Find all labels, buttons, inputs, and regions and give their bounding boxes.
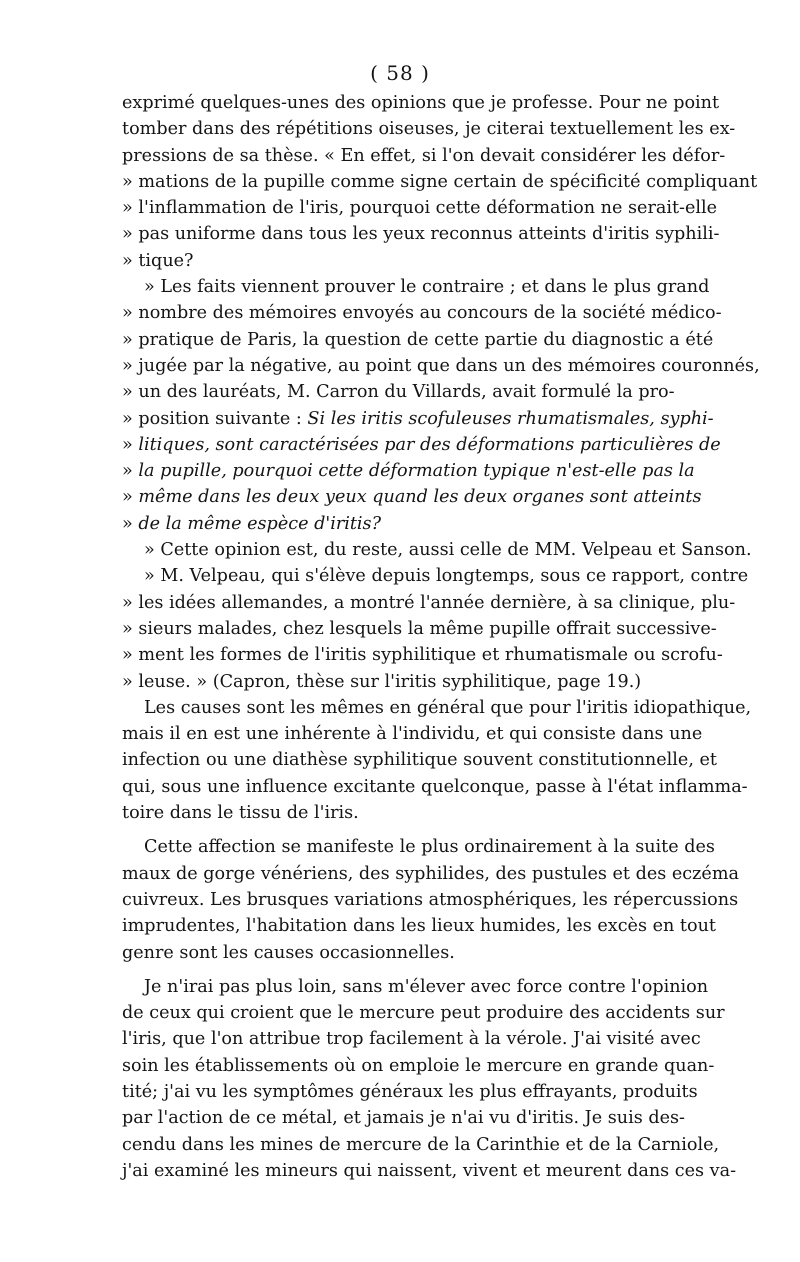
text-line: » jugée par la négative, au point que dans un des mémoires couronnés, xyxy=(122,355,760,376)
text-line: cuivreux. Les brusques variations atmosphériques, les répercussions xyxy=(122,889,739,910)
paragraph xyxy=(122,90,758,274)
paragraph-gap xyxy=(122,826,674,834)
text-line: » l'inflammation de l'iris, pourquoi cette déformation ne serait-elle xyxy=(122,198,718,219)
text-line: » litiques, sont caractérisées par des déformations particulières de xyxy=(122,434,721,455)
paragraph-gap xyxy=(122,966,674,974)
text-line: » mations de la pupille comme signe certain de spécificité compliquant xyxy=(122,171,758,192)
text-line: » les idées allemandes, a montré l'année dernière, à sa clinique, plu- xyxy=(122,592,736,613)
paragraph xyxy=(122,695,752,826)
text-line: exprimé quelques-unes des opinions que je professe. Pour ne point xyxy=(122,93,720,113)
text-line: toire dans le tissu de l'iris. xyxy=(122,803,359,824)
text-line: » position suivante : Si les iritis scofuleuses rhumatismales, syphi- xyxy=(122,408,714,429)
text-line: pressions de sa thèse. « En effet, si l'on devait considérer les défor- xyxy=(122,145,726,166)
text-line: » nombre des mémoires envoyés au concours de la société médico- xyxy=(122,303,722,324)
text-line: » pratique de Paris, la question de cette partie du diagnostic a été xyxy=(122,329,714,350)
text-line: maux de gorge vénériens, des syphilides, des pustules et des eczéma xyxy=(122,863,740,884)
paragraph xyxy=(122,563,749,694)
text-line: » même dans les deux yeux quand les deux organes sont atteints xyxy=(122,487,702,508)
text-line: » la pupille, pourquoi cette déformation typique n'est-elle pas la xyxy=(122,461,695,482)
text-line: soin les établissements où on emploie le mercure en grande quan- xyxy=(122,1055,715,1076)
text-line: tité; j'ai vu les symptômes généraux les plus effrayants, produits xyxy=(122,1081,698,1102)
text-line: » leuse. » (Capron, thèse sur l'iritis syphilitique, page 19.) xyxy=(122,671,642,692)
text-line: imprudentes, l'habitation dans les lieux humides, les excès en tout xyxy=(122,916,716,937)
text-line: » Cette opinion est, du reste, aussi celle de MM. Velpeau et Sanson. xyxy=(144,540,752,561)
text-line: » de la même espèce d'iritis? xyxy=(122,513,382,534)
text-line: l'iris, que l'on attribue trop facilement à la vérole. J'ai visité avec xyxy=(122,1029,701,1050)
paragraph xyxy=(122,537,752,563)
paragraph xyxy=(122,834,740,965)
text-line: j'ai examiné les mineurs qui naissent, vivent et meurent dans ces va- xyxy=(122,1160,737,1181)
paragraph xyxy=(122,974,737,1184)
text-line: » pas uniforme dans tous les yeux reconnus atteints d'iritis syphili- xyxy=(122,224,720,245)
text-line: tomber dans des répétitions oiseuses, je citerai textuellement les ex- xyxy=(122,119,736,140)
text-line: qui, sous une influence excitante quelconque, passe à l'état inflamma- xyxy=(122,776,748,797)
text-line: infection ou une diathèse syphilitique souvent constitutionnelle, et xyxy=(122,750,717,771)
page-number: ( 58 ) xyxy=(370,61,430,85)
text-line: » ment les formes de l'iritis syphilitique et rhumatismale ou scrofu- xyxy=(122,645,723,666)
text-line: » M. Velpeau, qui s'élève depuis longtemps, sous ce rapport, contre xyxy=(144,566,749,587)
text-line: genre sont les causes occasionnelles. xyxy=(122,942,455,963)
paragraph xyxy=(122,274,760,537)
text-line: » sieurs malades, chez lesquels la même pupille offrait successive- xyxy=(122,618,717,639)
text-line: » Les faits viennent prouver le contraire ; et dans le plus grand xyxy=(144,277,710,298)
text-line: de ceux qui croient que le mercure peut produire des accidents sur xyxy=(122,1003,725,1024)
text-line: Je n'irai pas plus loin, sans m'élever avec force contre l'opinion xyxy=(144,976,709,997)
body-text xyxy=(122,90,760,1184)
text-line: » tique? xyxy=(122,250,194,271)
text-line: Cette affection se manifeste le plus ordinairement à la suite des xyxy=(144,837,715,858)
text-line: par l'action de ce métal, et jamais je n'ai vu d'iritis. Je suis des- xyxy=(122,1108,685,1129)
text-line: » un des lauréats, M. Carron du Villards, avait formulé la pro- xyxy=(122,382,675,403)
text-line: cendu dans les mines de mercure de la Carinthie et de la Carniole, xyxy=(122,1134,720,1155)
text-line: mais il en est une inhérente à l'individu, et qui consiste dans une xyxy=(122,724,703,745)
text-line: Les causes sont les mêmes en général que pour l'iritis idiopathique, xyxy=(144,697,752,718)
